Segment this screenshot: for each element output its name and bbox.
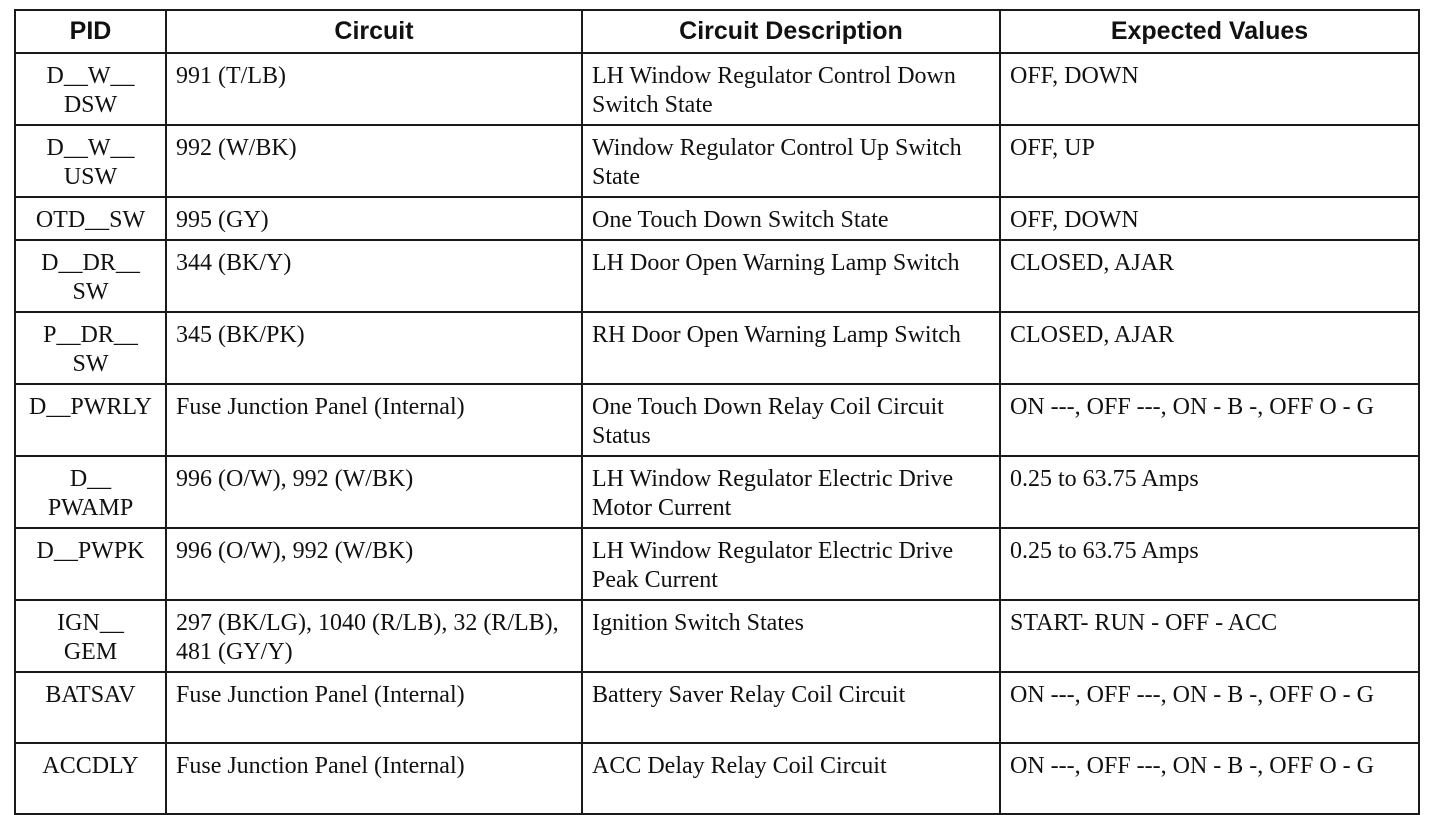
description-cell: ACC Delay Relay Coil Circuit xyxy=(582,743,1000,814)
pid-cell: D__ PWAMP xyxy=(15,456,166,528)
description-cell: LH Window Regulator Electric Drive Peak Current xyxy=(582,528,1000,600)
pid-cell: BATSAV xyxy=(15,672,166,743)
expected-cell: OFF, DOWN xyxy=(1000,197,1419,240)
expected-cell: ON ---, OFF ---, ON - B -, OFF O - G xyxy=(1000,743,1419,814)
expected-cell: ON ---, OFF ---, ON - B -, OFF O - G xyxy=(1000,672,1419,743)
pid-cell: ACCDLY xyxy=(15,743,166,814)
pid-cell: D__W__ DSW xyxy=(15,53,166,125)
expected-cell: CLOSED, AJAR xyxy=(1000,240,1419,312)
circuit-cell: Fuse Junction Panel (Internal) xyxy=(166,384,582,456)
expected-cell: START- RUN - OFF - ACC xyxy=(1000,600,1419,672)
description-cell: One Touch Down Relay Coil Circuit Status xyxy=(582,384,1000,456)
circuit-cell: 344 (BK/Y) xyxy=(166,240,582,312)
table-row xyxy=(15,600,1419,672)
table-row xyxy=(15,53,1419,125)
description-cell: One Touch Down Switch State xyxy=(582,197,1000,240)
description-cell: LH Window Regulator Control Down Switch State xyxy=(582,53,1000,125)
circuit-cell: 995 (GY) xyxy=(166,197,582,240)
table-row xyxy=(15,312,1419,384)
header-expected-values: Expected Values xyxy=(1000,10,1419,53)
circuit-cell: 992 (W/BK) xyxy=(166,125,582,197)
pid-table xyxy=(14,9,1420,815)
expected-cell: OFF, UP xyxy=(1000,125,1419,197)
table-row xyxy=(15,672,1419,743)
pid-cell: OTD__SW xyxy=(15,197,166,240)
pid-cell: D__DR__ SW xyxy=(15,240,166,312)
description-cell: Window Regulator Control Up Switch State xyxy=(582,125,1000,197)
circuit-cell: 991 (T/LB) xyxy=(166,53,582,125)
pid-cell: IGN__ GEM xyxy=(15,600,166,672)
description-cell: LH Door Open Warning Lamp Switch xyxy=(582,240,1000,312)
circuit-cell: Fuse Junction Panel (Internal) xyxy=(166,743,582,814)
expected-cell: 0.25 to 63.75 Amps xyxy=(1000,528,1419,600)
expected-cell: 0.25 to 63.75 Amps xyxy=(1000,456,1419,528)
circuit-cell: 996 (O/W), 992 (W/BK) xyxy=(166,456,582,528)
expected-cell: ON ---, OFF ---, ON - B -, OFF O - G xyxy=(1000,384,1419,456)
pid-cell: D__PWPK xyxy=(15,528,166,600)
expected-cell: OFF, DOWN xyxy=(1000,53,1419,125)
table-row xyxy=(15,197,1419,240)
pid-cell: D__W__ USW xyxy=(15,125,166,197)
circuit-cell: 345 (BK/PK) xyxy=(166,312,582,384)
description-cell: LH Window Regulator Electric Drive Motor Current xyxy=(582,456,1000,528)
table-row xyxy=(15,528,1419,600)
table-header-row xyxy=(15,10,1419,53)
circuit-cell: 996 (O/W), 992 (W/BK) xyxy=(166,528,582,600)
table-row xyxy=(15,125,1419,197)
description-cell: Battery Saver Relay Coil Circuit xyxy=(582,672,1000,743)
header-pid: PID xyxy=(15,10,166,53)
description-cell: RH Door Open Warning Lamp Switch xyxy=(582,312,1000,384)
table-row xyxy=(15,384,1419,456)
table-row xyxy=(15,456,1419,528)
header-circuit: Circuit xyxy=(166,10,582,53)
circuit-cell: Fuse Junction Panel (Internal) xyxy=(166,672,582,743)
table-row xyxy=(15,240,1419,312)
circuit-cell: 297 (BK/LG), 1040 (R/LB), 32 (R/LB), 481 (GY/Y) xyxy=(166,600,582,672)
header-circuit-description: Circuit Description xyxy=(582,10,1000,53)
pid-cell: D__PWRLY xyxy=(15,384,166,456)
description-cell: Ignition Switch States xyxy=(582,600,1000,672)
pid-cell: P__DR__ SW xyxy=(15,312,166,384)
expected-cell: CLOSED, AJAR xyxy=(1000,312,1419,384)
table-row xyxy=(15,743,1419,814)
